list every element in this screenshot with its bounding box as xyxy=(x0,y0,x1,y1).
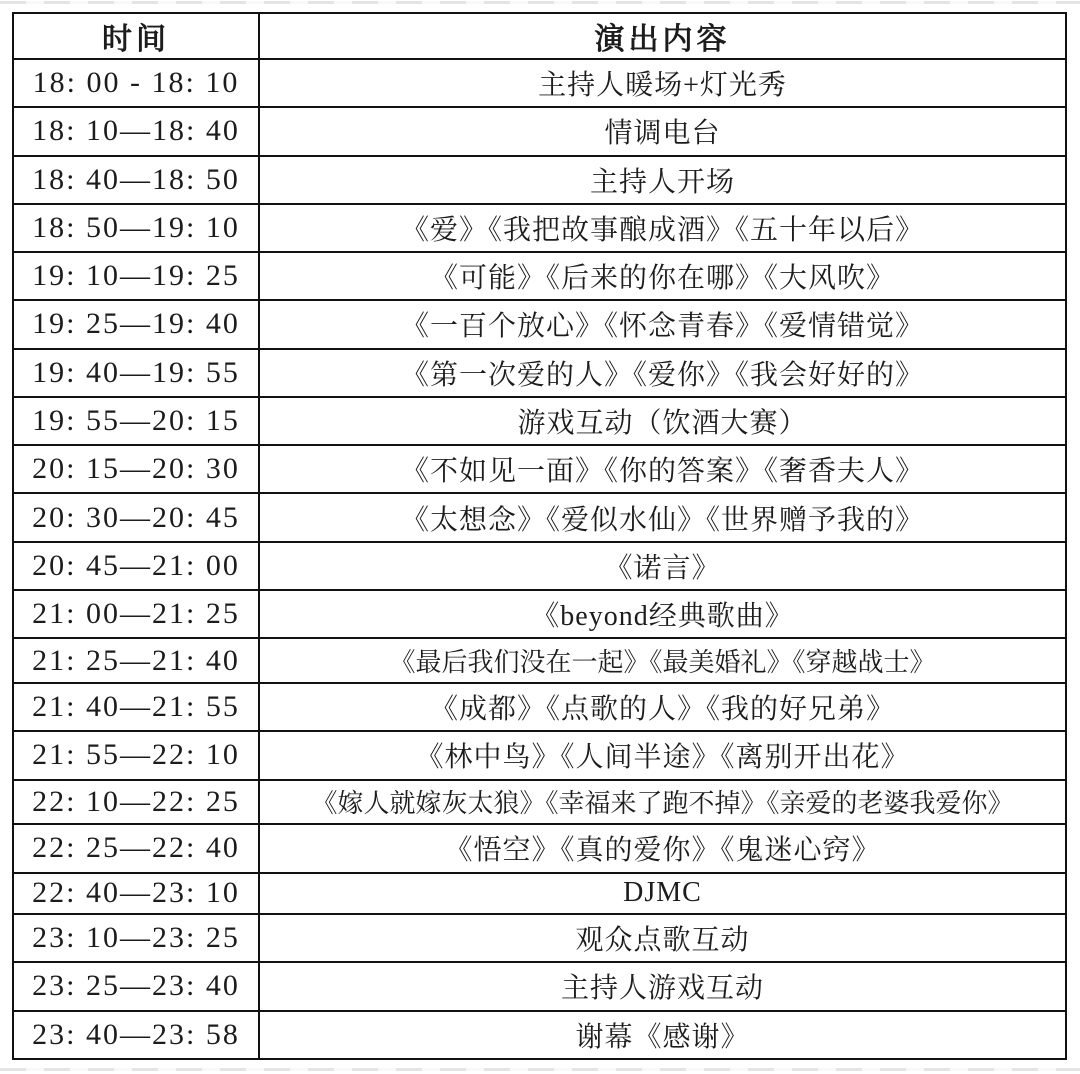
table-row xyxy=(13,300,1066,348)
time-cell: 23: 25—23: 40 xyxy=(13,962,259,1010)
jpeg-artifact-top xyxy=(0,1,1080,4)
content-cell: 《可能》《后来的你在哪》《大风吹》 xyxy=(259,252,1066,300)
table-row xyxy=(13,107,1066,155)
table-row xyxy=(13,824,1066,872)
time-cell: 19: 55—20: 15 xyxy=(13,397,259,445)
table-row xyxy=(13,542,1066,590)
table-row xyxy=(13,252,1066,300)
time-cell: 20: 45—21: 00 xyxy=(13,542,259,590)
table-row xyxy=(13,59,1066,107)
table-row xyxy=(13,590,1066,638)
content-cell: 《悟空》《真的爱你》《鬼迷心窍》 xyxy=(259,824,1066,872)
content-cell: DJMC xyxy=(259,873,1066,914)
content-cell: 《beyond经典歌曲》 xyxy=(259,590,1066,638)
content-cell: 《林中鸟》《人间半途》《离别开出花》 xyxy=(259,731,1066,779)
time-cell: 21: 00—21: 25 xyxy=(13,590,259,638)
time-column-header: 时间 xyxy=(13,13,259,59)
table-row xyxy=(13,1011,1066,1059)
time-cell: 19: 40—19: 55 xyxy=(13,349,259,397)
content-cell: 《成都》《点歌的人》《我的好兄弟》 xyxy=(259,683,1066,731)
content-cell: 主持人开场 xyxy=(259,156,1066,204)
table-row xyxy=(13,780,1066,825)
table-row xyxy=(13,873,1066,914)
content-cell: 《最后我们没在一起》《最美婚礼》《穿越战士》 xyxy=(259,638,1066,683)
performance-schedule-table xyxy=(12,12,1067,1060)
content-column-header: 演出内容 xyxy=(259,13,1066,59)
table-row xyxy=(13,638,1066,683)
table-row xyxy=(13,445,1066,493)
time-cell: 21: 25—21: 40 xyxy=(13,638,259,683)
time-cell: 18: 50—19: 10 xyxy=(13,204,259,252)
content-cell: 观众点歌互动 xyxy=(259,914,1066,962)
time-cell: 22: 40—23: 10 xyxy=(13,873,259,914)
time-cell: 23: 40—23: 58 xyxy=(13,1011,259,1059)
table-row xyxy=(13,962,1066,1010)
content-cell: 《爱》《我把故事酿成酒》《五十年以后》 xyxy=(259,204,1066,252)
content-cell: 《不如见一面》《你的答案》《奢香夫人》 xyxy=(259,445,1066,493)
content-cell: 《诺言》 xyxy=(259,542,1066,590)
time-cell: 18: 40—18: 50 xyxy=(13,156,259,204)
table-row xyxy=(13,204,1066,252)
table-row xyxy=(13,493,1066,541)
schedule-body xyxy=(13,59,1066,1059)
time-cell: 20: 30—20: 45 xyxy=(13,493,259,541)
content-cell: 《嫁人就嫁灰太狼》《幸福来了跑不掉》《亲爱的老婆我爱你》 xyxy=(259,780,1066,825)
time-cell: 19: 25—19: 40 xyxy=(13,300,259,348)
content-cell: 《太想念》《爱似水仙》《世界赠予我的》 xyxy=(259,493,1066,541)
jpeg-artifact-bottom xyxy=(0,1068,1080,1071)
content-cell: 《第一次爱的人》《爱你》《我会好好的》 xyxy=(259,349,1066,397)
table-row xyxy=(13,683,1066,731)
table-row xyxy=(13,349,1066,397)
table-row xyxy=(13,156,1066,204)
time-cell: 21: 40—21: 55 xyxy=(13,683,259,731)
content-cell: 主持人暖场+灯光秀 xyxy=(259,59,1066,107)
time-cell: 18: 10—18: 40 xyxy=(13,107,259,155)
time-cell: 18: 00 - 18: 10 xyxy=(13,59,259,107)
content-cell: 主持人游戏互动 xyxy=(259,962,1066,1010)
content-cell: 游戏互动（饮酒大赛） xyxy=(259,397,1066,445)
content-cell: 情调电台 xyxy=(259,107,1066,155)
time-cell: 23: 10—23: 25 xyxy=(13,914,259,962)
time-cell: 20: 15—20: 30 xyxy=(13,445,259,493)
time-cell: 22: 25—22: 40 xyxy=(13,824,259,872)
table-row xyxy=(13,914,1066,962)
content-cell: 谢幕《感谢》 xyxy=(259,1011,1066,1059)
header-row xyxy=(13,13,1066,59)
table-row xyxy=(13,731,1066,779)
content-cell: 《一百个放心》《怀念青春》《爱情错觉》 xyxy=(259,300,1066,348)
table-row xyxy=(13,397,1066,445)
time-cell: 22: 10—22: 25 xyxy=(13,780,259,825)
time-cell: 19: 10—19: 25 xyxy=(13,252,259,300)
time-cell: 21: 55—22: 10 xyxy=(13,731,259,779)
